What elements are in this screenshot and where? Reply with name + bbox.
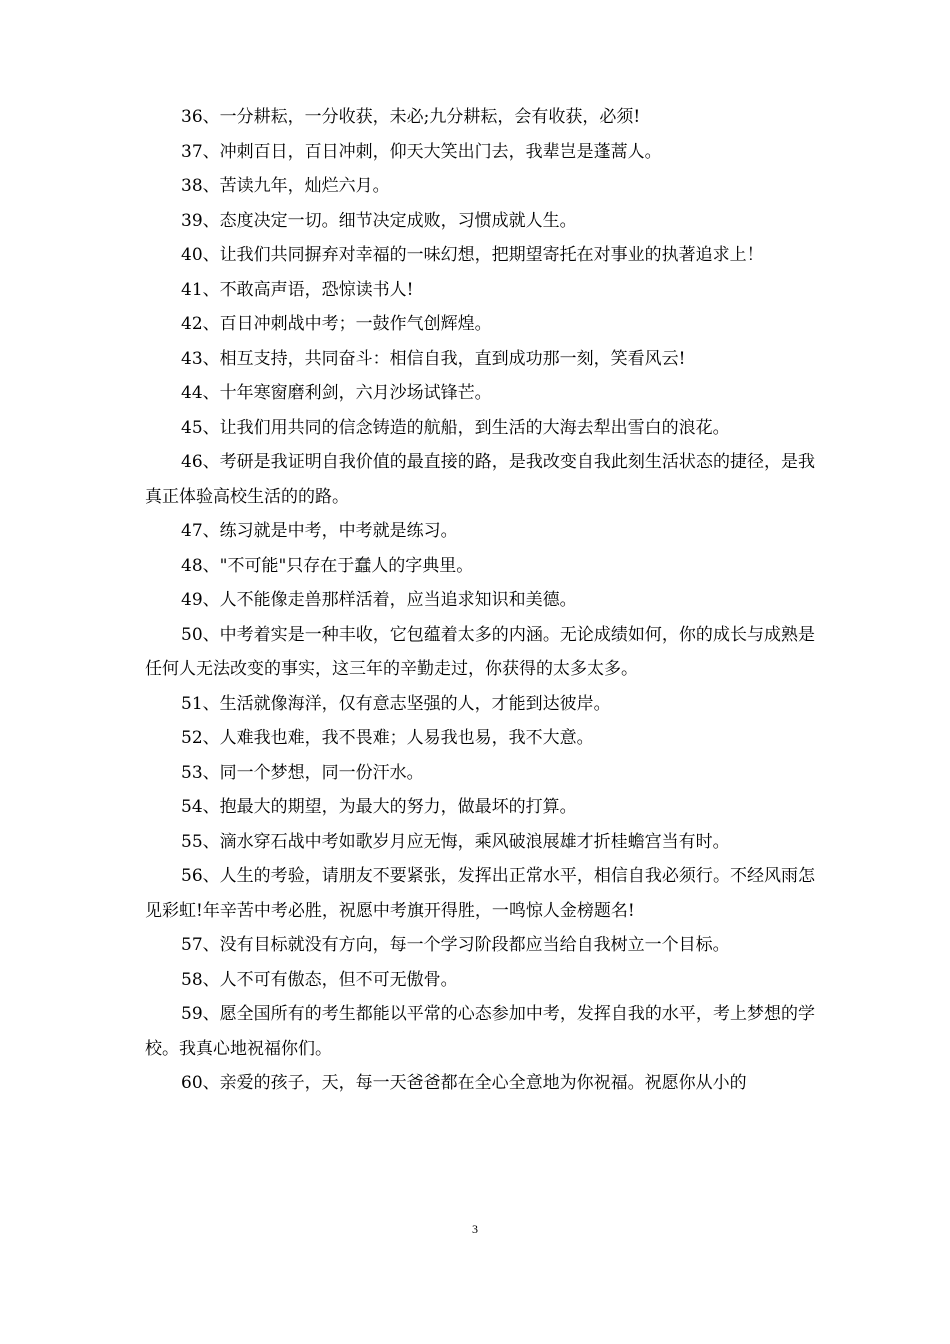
paragraph-54: 54、抱最大的期望，为最大的努力，做最坏的打算。 xyxy=(181,797,577,817)
paragraph-38: 38、苦读九年，灿烂六月。 xyxy=(181,176,390,196)
paragraph-43: 43、相互支持，共同奋斗：相信自我，直到成功那一刻，笑看风云! xyxy=(181,348,686,369)
paragraph-55: 55、滴水穿石战中考如歌岁月应无悔，乘风破浪展雄才折桂蟾宫当有时。 xyxy=(181,831,730,852)
paragraph-48: 48、"不可能"只存在于蠢人的字典里。 xyxy=(181,555,474,576)
paragraph-37: 37、冲刺百日，百日冲刺，仰天大笑出门去，我辈岂是蓬蒿人。 xyxy=(181,141,662,162)
paragraph-39: 39、态度决定一切。细节决定成败，习惯成就人生。 xyxy=(181,210,577,231)
paragraph-51: 51、生活就像海洋，仅有意志坚强的人，才能到达彼岸。 xyxy=(181,693,611,714)
page-number: 3 xyxy=(472,1222,478,1236)
paragraph-44: 44、十年寒窗磨利剑，六月沙场试锋芒。 xyxy=(181,383,492,403)
paragraph-57: 57、没有目标就没有方向，每一个学习阶段都应当给自我树立一个目标。 xyxy=(181,935,730,955)
paragraph-58: 58、人不可有傲态，但不可无傲骨。 xyxy=(181,969,458,990)
paragraph-59: 59、愿全国所有的考生都能以平常的心态参加中考，发挥自我的水平，考上梦想的学校。我真心地祝福你们。 xyxy=(145,1004,815,1059)
paragraph-36: 36、一分耕耘，一分收获，未必;九分耕耘，会有收获，必须! xyxy=(181,107,641,127)
document-body xyxy=(145,100,815,1101)
paragraph-49: 49、人不能像走兽那样活着，应当追求知识和美德。 xyxy=(181,590,577,610)
paragraph-46: 46、考研是我证明自我价值的最直接的路，是我改变自我此刻生活状态的捷径，是我真正体验高校生活的的路。 xyxy=(145,452,815,507)
paragraph-47: 47、练习就是中考，中考就是练习。 xyxy=(181,521,458,541)
paragraph-45: 45、让我们用共同的信念铸造的航船，到生活的大海去犁出雪白的浪花。 xyxy=(181,417,730,438)
paragraph-53: 53、同一个梦想，同一份汗水。 xyxy=(181,762,424,783)
paragraph-56: 56、人生的考验，请朋友不要紧张，发挥出正常水平，相信自我必须行。不经风雨怎见彩虹!年辛苦中考必胜，祝愿中考旗开得胜，一鸣惊人金榜题名! xyxy=(145,866,815,921)
paragraph-50: 50、中考着实是一种丰收，它包蕴着太多的内涵。无论成绩如何，你的成长与成熟是任何人无法改变的事实，这三年的辛勤走过，你获得的太多太多。 xyxy=(145,624,815,679)
paragraph-41: 41、不敢高声语，恐惊读书人! xyxy=(181,279,414,300)
paragraph-60: 60、亲爱的孩子，天，每一天爸爸都在全心全意地为你祝福。祝愿你从小的 xyxy=(181,1073,747,1093)
paragraph-40: 40、让我们共同摒弃对幸福的一味幻想，把期望寄托在对事业的执著追求上！ xyxy=(181,245,764,265)
paragraph-52: 52、人难我也难，我不畏难；人易我也易，我不大意。 xyxy=(181,728,594,748)
paragraph-42: 42、百日冲刺战中考；一鼓作气创辉煌。 xyxy=(181,314,492,334)
